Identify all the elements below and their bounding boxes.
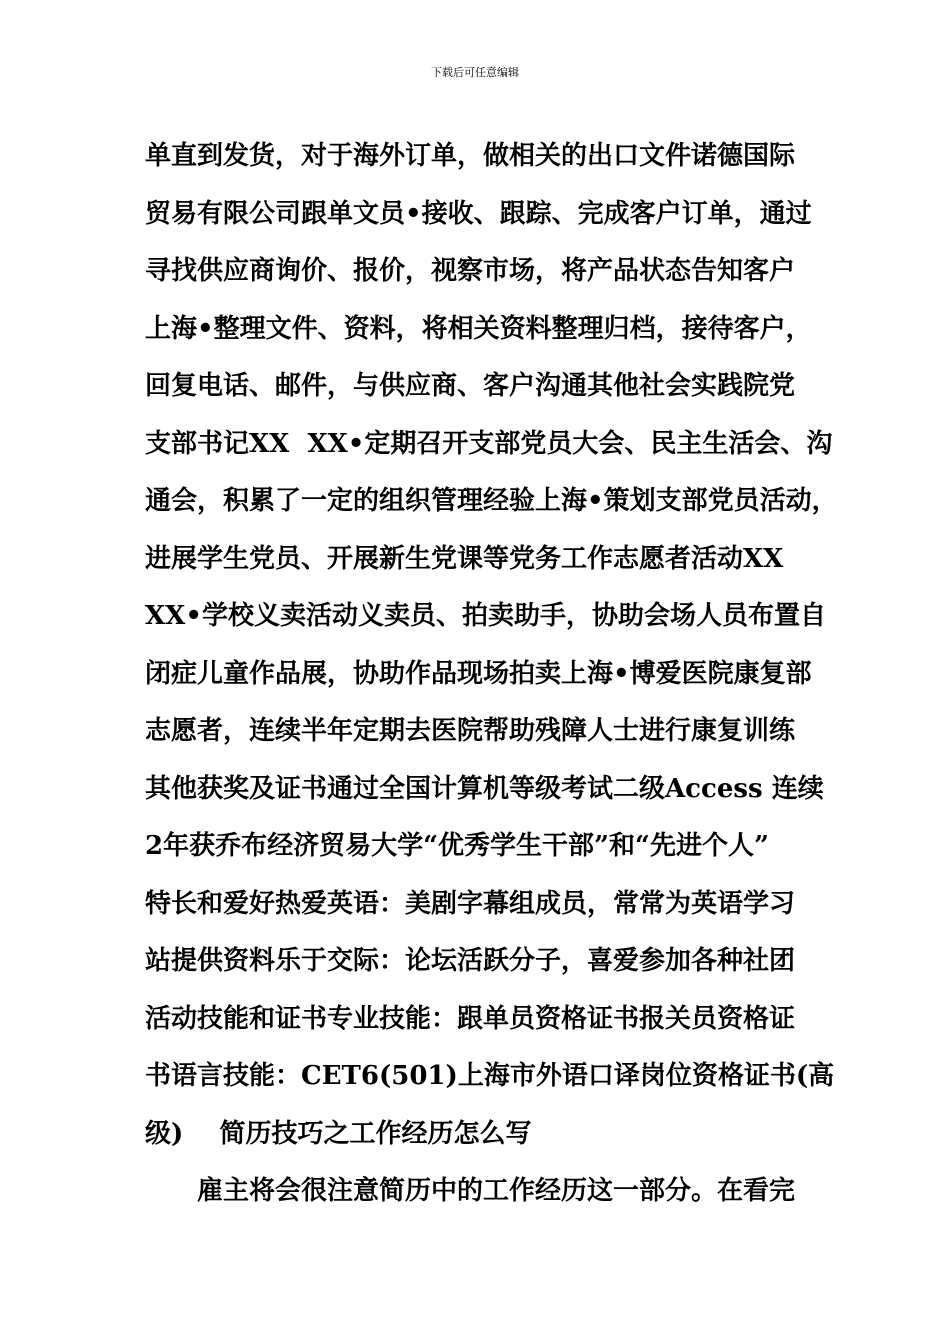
- text-line: 进展学生党员、开展新生党课等党务工作志愿者活动XX: [145, 543, 784, 574]
- text-line: 站提供资料乐于交际：论坛活跃分子，喜爱参加各种社团: [145, 946, 796, 976]
- text-line: 闭症儿童作品展，协助作品现场拍卖上海•博爱医院康复部: [145, 658, 812, 689]
- text-line: 支部书记XX XX•定期召开支部党员大会、民主生活会、沟: [145, 428, 833, 459]
- text-line: 志愿者，连续半年定期去医院帮助残障人士进行康复训练: [145, 716, 796, 746]
- text-line: XX•学校义卖活动义卖员、拍卖助手，协助会场人员布置自: [145, 601, 826, 631]
- text-line: 特长和爱好热爱英语：美剧字幕组成员，常常为英语学习: [145, 888, 796, 919]
- text-line: 书语言技能：CET6(501)上海市外语口译岗位资格证书(高: [145, 1061, 835, 1091]
- text-line: 贸易有限公司跟单文员•接收、跟踪、完成客户订单，通过: [145, 198, 812, 229]
- text-line: 单直到发货，对于海外订单，做相关的出口文件诺德国际: [145, 141, 796, 171]
- text-line: 上海•整理文件、资料，将相关资料整理归档，接待客户，: [145, 313, 812, 344]
- text-line: 2年获乔布经济贸易大学“优秀学生干部”和“先进个人”: [145, 831, 769, 861]
- text-line: 回复电话、邮件，与供应商、客户沟通其他社会实践院党: [145, 371, 796, 401]
- text-line: 其他获奖及证书通过全国计算机等级考试二级Access 连续: [145, 773, 824, 804]
- document-body: [145, 128, 838, 1221]
- text-line: 级) 简历技巧之工作经历怎么写: [145, 1118, 532, 1149]
- text-line: 活动技能和证书专业技能：跟单员资格证书报关员资格证: [145, 1003, 796, 1034]
- text-line: 寻找供应商询价、报价，视察市场，将产品状态告知客户: [145, 256, 796, 286]
- text-line: 通会，积累了一定的组织管理经验上海•策划支部党员活动，: [145, 486, 838, 516]
- page-header: 下载后可任意编辑: [431, 66, 519, 79]
- paragraph-start-line: 雇主将会很注意简历中的工作经历这一部分。在看完: [197, 1176, 796, 1206]
